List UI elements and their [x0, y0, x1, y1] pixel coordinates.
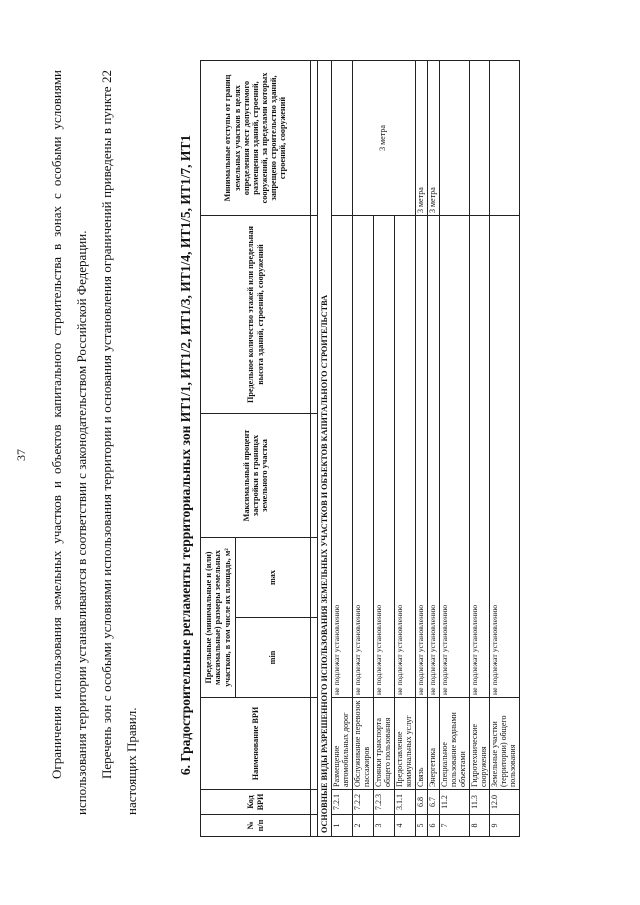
row-value: не подлежат установлению — [427, 216, 439, 698]
row-name: Предоставление коммунальных услуг — [394, 698, 415, 790]
row-name: Размещение автомобильных дорог — [332, 698, 353, 790]
table-row — [415, 61, 427, 837]
header-min: min — [236, 618, 311, 698]
row-name: Энергетика — [427, 698, 439, 790]
row-setback: 3 метра — [415, 61, 427, 216]
row-name: Земельные участки (территории) общего пользования — [490, 698, 520, 790]
header-percent: Максимальный процент застройки в границах земельного участка — [201, 414, 311, 538]
header-code: Код ВРИ — [201, 790, 311, 815]
row-setback — [490, 61, 520, 216]
row-name: Обслуживание перевозок пассажиров — [353, 698, 374, 790]
intro-paragraph-2: Перечень зон с особыми условиями использования территории и основания установления ограничений приведены в пункте 22 настоящих Правил. — [99, 70, 139, 815]
row-setback-group: 3 метра — [353, 61, 416, 216]
row-value: не подлежат установлению — [332, 216, 353, 698]
row-value: не подлежат установлению — [490, 216, 520, 698]
row-code: 6.7 — [427, 790, 439, 815]
intro-paragraph-1: Ограничения использования земельных участков и объектов капитального строительства в зонах с особыми условиями использования территории устанавливаются в соответствии с законодательством Российской Федерации. — [49, 70, 89, 815]
header-size: Предельные (минимальные и (или) максимальные) размеры земельных участков, в том числе их площадь, м² — [201, 538, 236, 698]
section-title: 6. Градостроительные регламенты территориальных зон ИТ1/1, ИТ1/2, ИТ1/3, ИТ1/4, ИТ1/5, ИТ1/7, ИТ1 — [178, 134, 193, 776]
row-code: 6.8 — [415, 790, 427, 815]
table-row — [439, 61, 469, 837]
row-name: Специальное пользование водными объектами — [439, 698, 469, 790]
row-num: 4 — [394, 815, 415, 837]
header-name: Наименование ВРИ — [201, 698, 311, 790]
row-name: Связь — [415, 698, 427, 790]
row-code: 7.2.3 — [374, 790, 395, 815]
header-max: max — [236, 538, 311, 618]
section-label: ОСНОВНЫЕ ВИДЫ РАЗРЕШЕННОГО ИСПОЛЬЗОВАНИЯ ЗЕМЕЛЬНЫХ УЧАСТКОВ И ОБЪЕКТОВ КАПИТАЛЬНОГО СТРОИТЕЛЬСТВА — [318, 61, 332, 837]
table-row — [469, 61, 490, 837]
row-num: 5 — [415, 815, 427, 837]
row-num: 9 — [490, 815, 520, 837]
header-num: № п/п — [201, 815, 311, 837]
table-row — [490, 61, 520, 837]
table-row — [427, 61, 439, 837]
page-number: 37 — [14, 449, 28, 461]
row-value: не подлежат установлению — [415, 216, 427, 698]
table-row — [332, 61, 353, 837]
header-setback: Минимальные отступы от границ земельных участков в целях определения мест допустимого размещения зданий, строений, сооружений, за пределами которых запрещено строительство зданий, строений, сооружений — [201, 61, 311, 216]
row-num: 2 — [353, 815, 374, 837]
row-code: 11.3 — [469, 790, 490, 815]
regulations-table — [200, 60, 520, 837]
header-floors: Предельное количество этажей или предельная высота зданий, строений, сооружений — [201, 216, 311, 414]
row-num: 6 — [427, 815, 439, 837]
row-code: 12.0 — [490, 790, 520, 815]
row-name: Гидротехнические сооружения — [469, 698, 490, 790]
row-code: 7.2.1 — [332, 790, 353, 815]
row-num: 7 — [439, 815, 469, 837]
row-code: 7.2.2 — [353, 790, 374, 815]
row-setback: 3 метра — [427, 61, 439, 216]
intro-text — [44, 70, 144, 815]
row-value: не подлежат установлению — [353, 216, 374, 698]
row-value: не подлежат установлению — [469, 216, 490, 698]
row-name: Стоянки транспорта общего пользования — [374, 698, 395, 790]
row-num: 8 — [469, 815, 490, 837]
row-setback — [332, 61, 353, 216]
row-code: 11.2 — [439, 790, 469, 815]
row-setback — [469, 61, 490, 216]
row-value: не подлежат установлению — [374, 216, 395, 698]
column-number-row — [311, 61, 318, 837]
row-value: не подлежат установлению — [439, 216, 469, 698]
row-value: не подлежат установлению — [394, 216, 415, 698]
table-row — [353, 61, 374, 837]
row-num: 1 — [332, 815, 353, 837]
row-setback — [439, 61, 469, 216]
row-code: 3.1.1 — [394, 790, 415, 815]
row-num: 3 — [374, 815, 395, 837]
